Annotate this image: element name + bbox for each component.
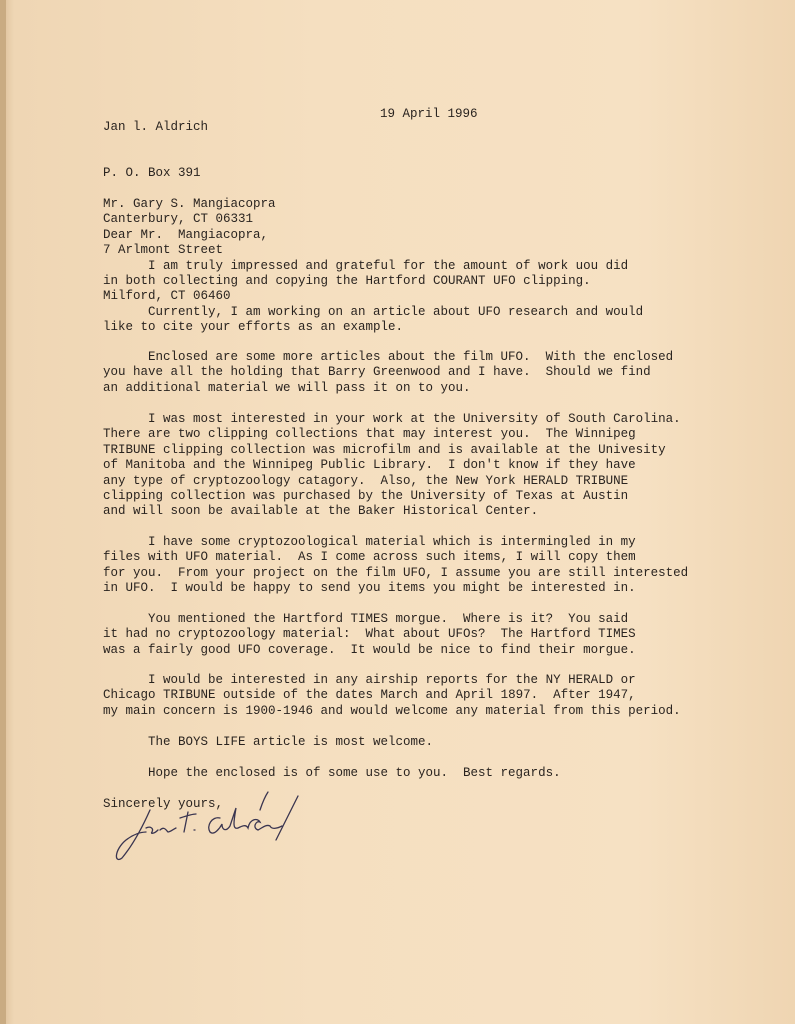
body-paragraph — [103, 412, 681, 520]
paragraph-line: I am truly impressed and grateful for the amount of work uou did — [148, 259, 629, 273]
paragraph-line: my main concern is 1900-1946 and would welcome any material from this period. — [103, 703, 681, 718]
paragraph-line: Chicago TRIBUNE outside of the dates March and April 1897. After 1947, — [103, 688, 636, 703]
paragraph-line: an additional material we will pass it on to you. — [103, 380, 471, 395]
body-paragraph — [103, 612, 636, 658]
paragraph-line: Hope the enclosed is of some use to you. Best regards. — [148, 766, 561, 780]
sender-address-line1: P. O. Box 391 — [103, 166, 201, 181]
paragraph-line: in UFO. I would be happy to send you items you might be interested in. — [103, 581, 636, 596]
body-paragraph — [103, 735, 433, 750]
body-paragraph — [103, 673, 681, 719]
closing: Sincerely yours, — [103, 797, 224, 811]
body-paragraph — [103, 535, 688, 597]
paragraph-line: any type of cryptozoology catagory. Also, the New York HERALD TRIBUNE — [103, 473, 629, 488]
paper-edge — [0, 0, 6, 1024]
sender-address-line2: Canterbury, CT 06331 — [103, 212, 254, 227]
recipient-address-line1: 7 Arlmont Street — [103, 243, 224, 258]
paragraph-line: was a fairly good UFO coverage. It would be nice to find their morgue. — [103, 642, 636, 657]
paragraph-line: I was most interested in your work at the University of South Carolina. — [148, 412, 681, 426]
body-paragraph — [103, 305, 643, 336]
paragraph-line: like to cite your efforts as an example. — [103, 320, 404, 335]
paragraph-line: Currently, I am working on an article about UFO research and would — [148, 305, 644, 319]
salutation: Dear Mr. Mangiacopra, — [103, 228, 269, 242]
handwritten-signature — [110, 788, 330, 868]
paragraph-line: you have all the holding that Barry Greenwood and I have. Should we find — [103, 365, 651, 380]
paragraph-line: it had no cryptozoology material: What about UFOs? The Hartford TIMES — [103, 627, 636, 642]
paragraph-line: of Manitoba and the Winnipeg Public Library. I don't know if they have — [103, 458, 636, 473]
paragraph-line: in both collecting and copying the Hartford COURANT UFO clipping. — [103, 274, 591, 289]
paragraph-line: You mentioned the Hartford TIMES morgue. Where is it? You said — [148, 612, 629, 626]
recipient-address-line2: Milford, CT 06460 — [103, 289, 231, 304]
paragraph-line: TRIBUNE clipping collection was microfilm and is available at the Univesity — [103, 442, 666, 457]
paragraph-line: clipping collection was purchased by the University of Texas at Austin — [103, 489, 629, 504]
paragraph-line: The BOYS LIFE article is most welcome. — [148, 735, 434, 749]
paragraph-line: I have some cryptozoological material which is intermingled in my — [148, 535, 636, 549]
paragraph-line: Enclosed are some more articles about the film UFO. With the enclosed — [148, 350, 674, 364]
paragraph-line: for you. From your project on the film UFO, I assume you are still interested — [103, 565, 689, 580]
letter-date: 19 April 1996 — [380, 107, 478, 121]
paragraph-line: There are two clipping collections that may interest you. The Winnipeg — [103, 427, 636, 442]
body-paragraph — [103, 766, 561, 781]
paragraph-line: and will soon be available at the Baker Historical Center. — [103, 504, 539, 519]
body-paragraph — [103, 350, 673, 396]
paragraph-line: I would be interested in any airship reports for the NY HERALD or — [148, 673, 636, 687]
sender-name: Jan l. Aldrich — [103, 119, 209, 134]
paragraph-line: files with UFO material. As I come across such items, I will copy them — [103, 550, 636, 565]
recipient-name: Mr. Gary S. Mangiacopra — [103, 196, 276, 211]
body-paragraph — [103, 259, 628, 290]
